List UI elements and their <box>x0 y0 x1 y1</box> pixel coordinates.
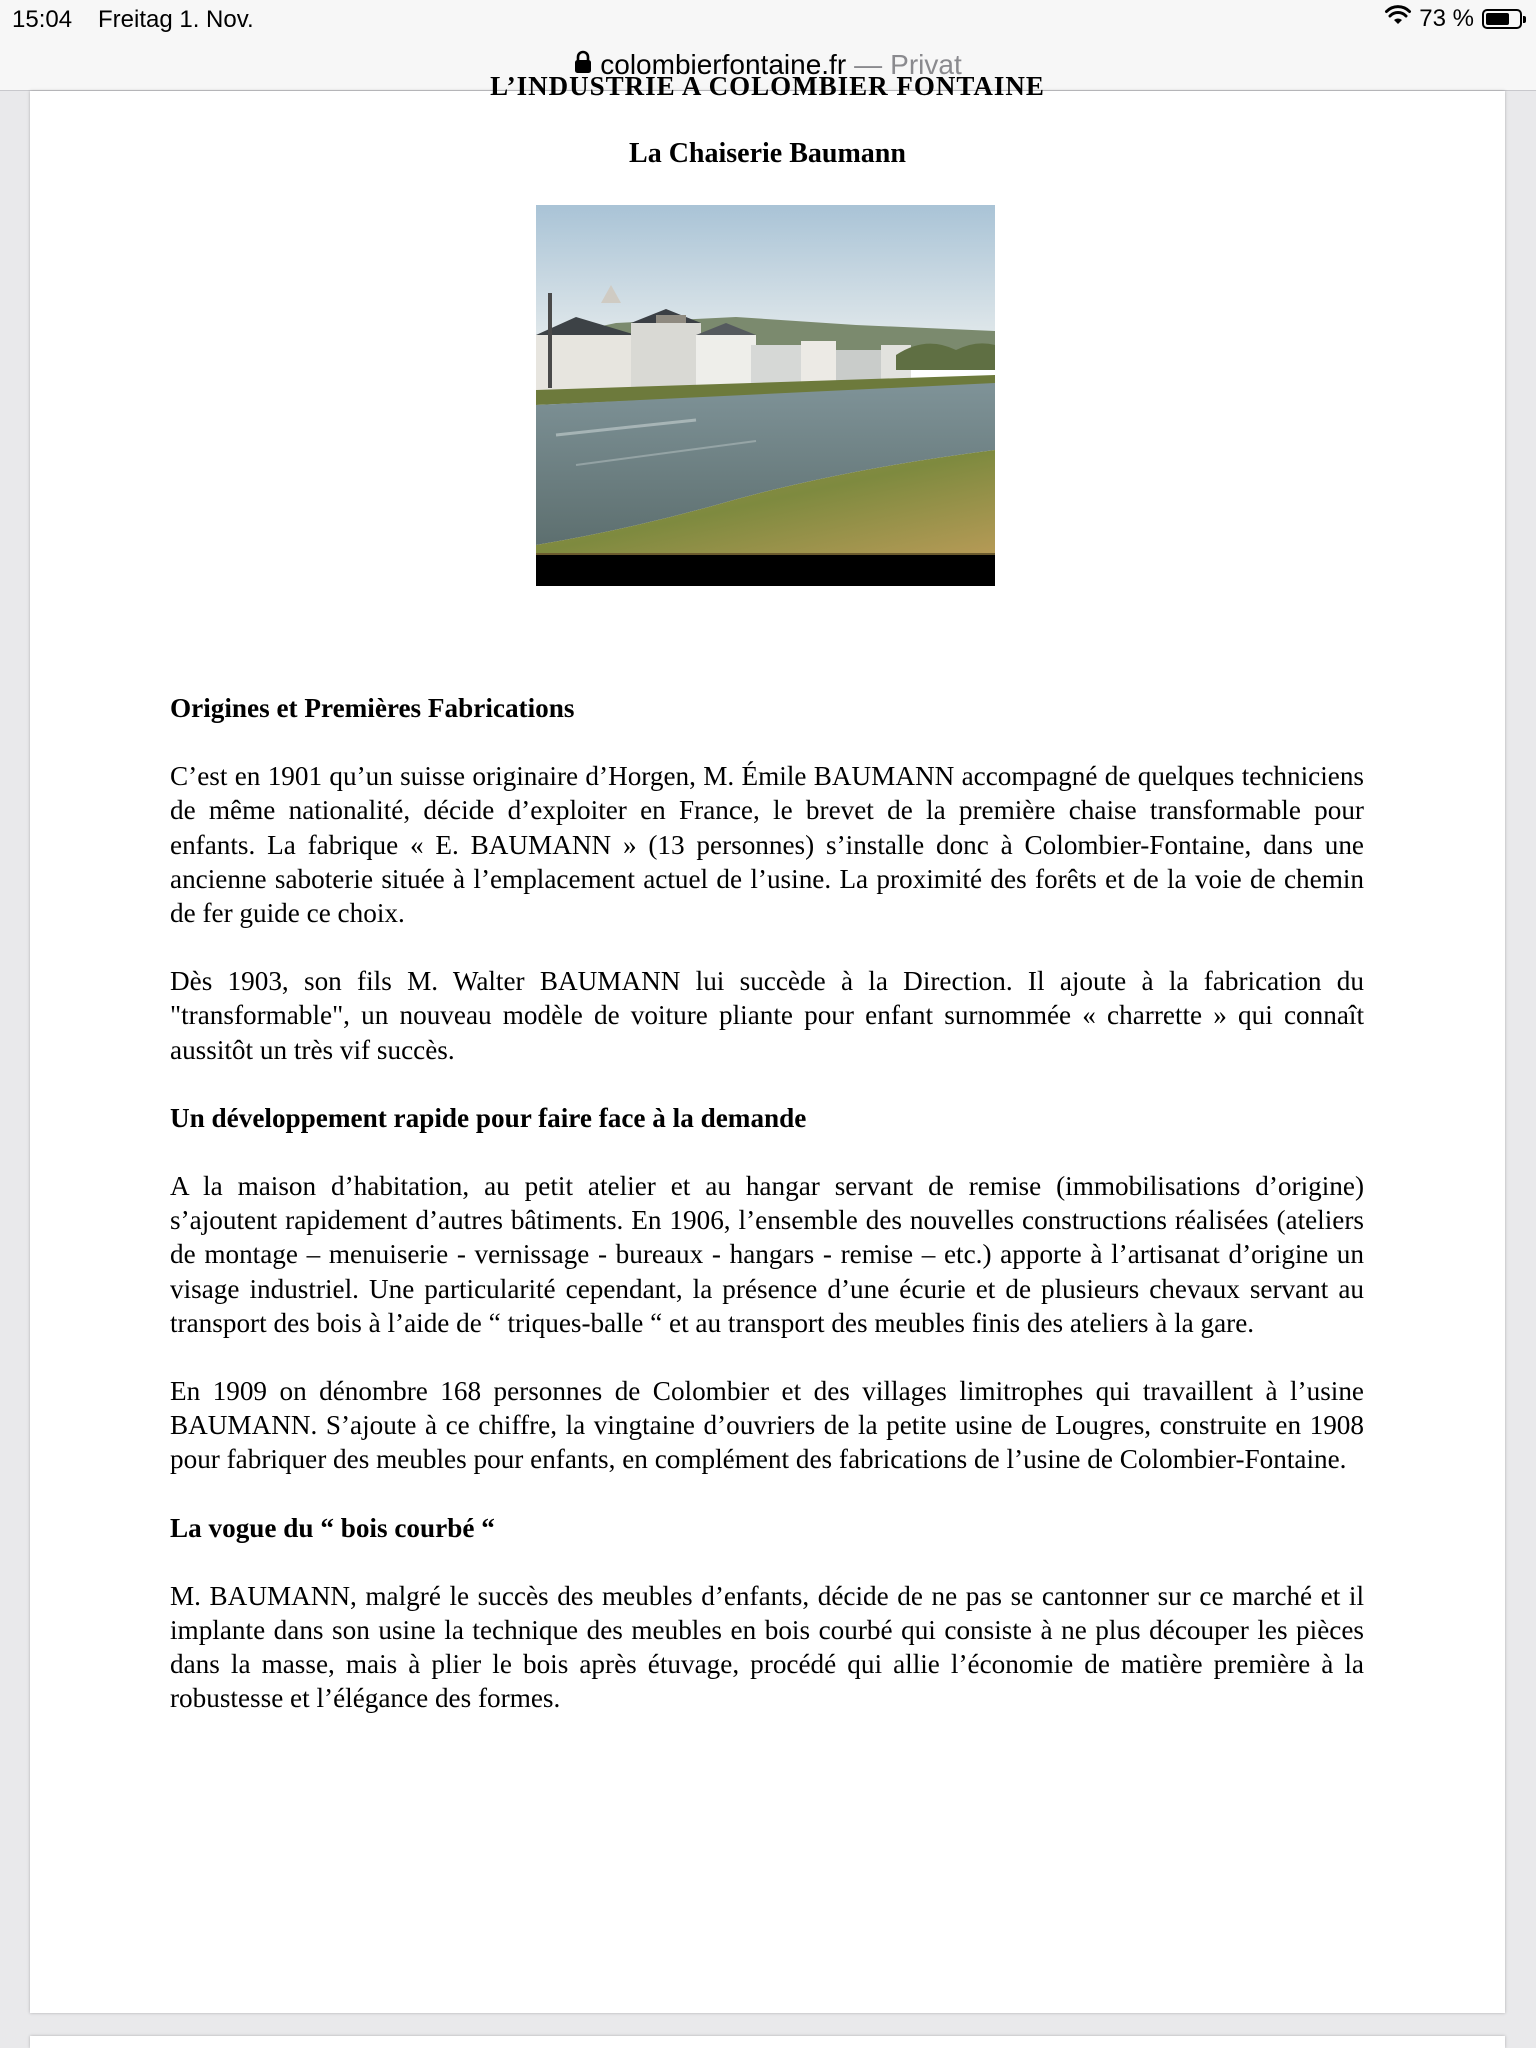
status-time: 15:04 <box>12 6 73 33</box>
url-domain: colombierfontaine.fr <box>600 49 847 80</box>
section-heading: Un développement rapide pour faire face à la demande <box>170 1102 807 1133</box>
paragraph: Dès 1903, son fils M. Walter BAUMANN lui succède à la Direction. Il ajoute à la fabrication du "transformable", un nouveau modèle de voiture pliante pour enfant surnommée « charrette » qui connaît aussitôt un très vif succès. <box>170 966 1364 1065</box>
wifi-icon <box>1385 4 1411 33</box>
document-title: La Chaiserie Baumann <box>629 138 906 169</box>
section-heading: Origines et Premières Fabrications <box>170 693 575 723</box>
paragraph: A la maison d’habitation, au petit atelier et au hangar servant de remise (immobilisations d’origine) s’ajoutent rapidement d’autres bâtiments. En 1906, l’ensemble des nouvelles constructions réalisées (ateliers de montage – menuiserie - vernissage - bureaux - hangars - remise – etc.) apporte à l’artisanat d’origine un visage industriel. Une particularité cependant, la présence d’une écurie et de plusieurs chevaux servant au transport des bois à l’aide de “ triques-balle “ et au transport des meubles finis des ateliers à la gare. <box>170 1171 1364 1338</box>
document-page[interactable] <box>30 71 1505 2013</box>
status-date: Freitag 1. Nov. <box>98 6 254 33</box>
battery-percent: 73 % <box>1419 4 1474 32</box>
status-bar <box>0 0 1536 40</box>
url-separator: — <box>854 49 883 80</box>
document-body <box>170 691 1364 1750</box>
battery-level <box>1486 13 1509 25</box>
document-header: L’INDUSTRIE A COLOMBIER FONTAINE <box>490 71 1045 101</box>
paragraph: En 1909 on dénombre 168 personnes de Colombier et des villages limitrophes qui travaillent à l’usine BAUMANN. S’ajoute à ce chiffre, la vingtaine d’ouvriers de la petite usine de Lougres, construite en 1908 pour fabriquer des meubles pour enfants, en complément des fabrications de l’usine de Colombier-Fontaine. <box>170 1376 1364 1475</box>
battery-icon <box>1482 9 1522 29</box>
section-heading: La vogue du “ bois courbé “ <box>170 1512 495 1543</box>
factory-photo <box>536 205 995 586</box>
paragraph: C’est en 1901 qu’un suisse originaire d’Horgen, M. Émile BAUMANN accompagné de quelques techniciens de même nationalité, décide d’exploiter en France, le brevet de la première chaise transformable pour enfants. La fabrique « E. BAUMANN » (13 personnes) s’installe donc à Colombier-Fontaine, dans une ancienne saboterie située à l’emplacement actuel de l’usine. La proximité des forêts et de la voie de chemin de fer guide ce choix. <box>170 761 1364 929</box>
next-page-edge <box>30 2036 1505 2048</box>
status-indicators <box>1385 4 1522 33</box>
paragraph: M. BAUMANN, malgré le succès des meubles d’enfants, décide de ne pas se cantonner sur ce marché et il implante dans son usine la technique des meubles en bois courbé qui consiste à ne plus découper les pièces dans la masse, mais à plier le bois après étuvage, procédé qui allie l’économie de matière première à la robustesse et l’élégance des formes. <box>170 1580 1364 1714</box>
private-mode-label: Privat <box>890 49 962 80</box>
battery-cap <box>1523 16 1526 23</box>
